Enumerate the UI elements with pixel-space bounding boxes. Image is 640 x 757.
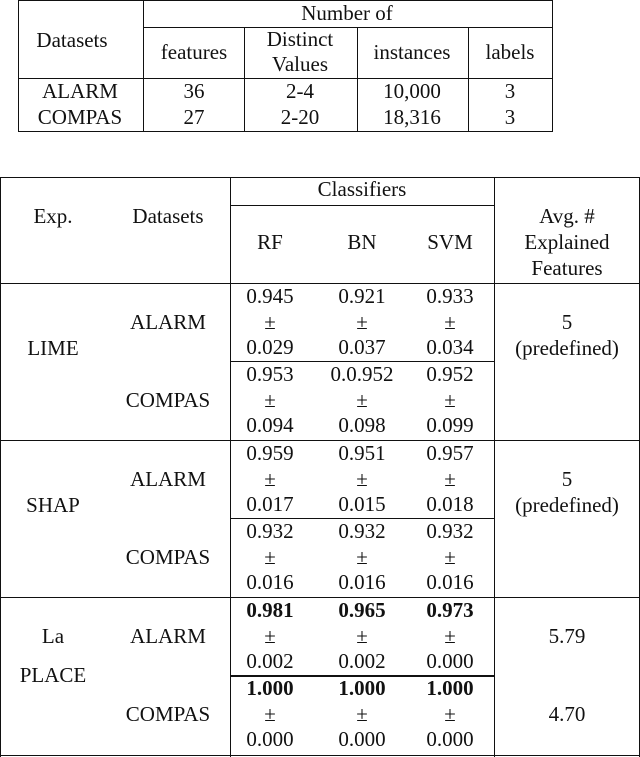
table2-dataset-label: ALARM — [130, 624, 206, 648]
table2-mean-value: 0.951 — [338, 441, 386, 465]
table1-cell-instances: 10,000 — [383, 79, 441, 103]
table1-cell-distinct: 2-20 — [280, 105, 320, 129]
plus-minus-sign: ± — [356, 388, 368, 412]
table2-exp-label: La — [41, 624, 65, 648]
table2-dataset-label: COMPAS — [125, 545, 211, 569]
plus-minus-sign: ± — [444, 545, 456, 569]
table1-cell-features: 27 — [183, 105, 205, 129]
plus-minus-sign: ± — [264, 624, 276, 648]
table2-mean-value: 1.000 — [246, 676, 294, 700]
table1-cell-instances: 18,316 — [383, 105, 441, 129]
table2-avg-features: 4.70 — [548, 702, 586, 726]
table2-std-value: 0.099 — [426, 413, 474, 437]
table2-mean-value: 0.932 — [338, 519, 386, 543]
table1-col-header: instances — [373, 40, 451, 64]
table2-header-classifier: RF — [257, 230, 283, 254]
table2-std-value: 0.098 — [338, 413, 386, 437]
rule — [18, 131, 552, 132]
table2-std-value: 0.000 — [246, 727, 294, 751]
plus-minus-sign: ± — [264, 388, 276, 412]
table2-avg-features: 5 — [561, 310, 573, 334]
table2-std-value: 0.015 — [338, 492, 386, 516]
plus-minus-sign: ± — [444, 624, 456, 648]
table1-header-datasets: Datasets — [36, 28, 108, 52]
table1-cell-labels: 3 — [504, 79, 516, 103]
table2-header-datasets: Datasets — [132, 204, 204, 228]
table2-std-value: 0.018 — [426, 492, 474, 516]
table1-cell-dataset: COMPAS — [37, 105, 123, 129]
table2-std-value: 0.016 — [426, 570, 474, 594]
plus-minus-sign: ± — [444, 702, 456, 726]
plus-minus-sign: ± — [356, 545, 368, 569]
table2-mean-value: 0.959 — [246, 441, 294, 465]
table1-col-header: labels — [485, 40, 535, 64]
table2-header-avg: Features — [531, 256, 603, 280]
table1-cell-features: 36 — [183, 79, 205, 103]
plus-minus-sign: ± — [444, 467, 456, 491]
table2-header-avg: Explained — [524, 230, 610, 254]
table2-std-value: 0.034 — [426, 335, 474, 359]
table2-dataset-label: ALARM — [130, 310, 206, 334]
table2-mean-value: 0.932 — [246, 519, 294, 543]
plus-minus-sign: ± — [444, 388, 456, 412]
table2-mean-value: 0.945 — [246, 284, 294, 308]
table2-avg-features: (predefined) — [515, 493, 619, 517]
table2-exp-label: SHAP — [26, 493, 80, 517]
plus-minus-sign: ± — [444, 310, 456, 334]
table1-col-header: Distinct — [266, 27, 334, 51]
table2-mean-value: 1.000 — [338, 676, 386, 700]
table2-std-value: 0.002 — [246, 649, 294, 673]
table2-mean-value: 0.921 — [338, 284, 386, 308]
table2-std-value: 0.000 — [426, 649, 474, 673]
table2-std-value: 0.000 — [338, 727, 386, 751]
table2-avg-features: (predefined) — [515, 336, 619, 360]
table2-header-classifier: BN — [347, 230, 377, 254]
table2-mean-value: 1.000 — [426, 676, 474, 700]
plus-minus-sign: ± — [356, 624, 368, 648]
table2-header-classifier: SVM — [427, 230, 473, 254]
table2-mean-value: 0.957 — [426, 441, 474, 465]
table1-cell-labels: 3 — [504, 105, 516, 129]
plus-minus-sign: ± — [356, 702, 368, 726]
plus-minus-sign: ± — [264, 467, 276, 491]
table2-mean-value: 0.933 — [426, 284, 474, 308]
table2-std-value: 0.016 — [338, 570, 386, 594]
plus-minus-sign: ± — [356, 467, 368, 491]
table2-avg-features: 5 — [561, 467, 573, 491]
table2-std-value: 0.002 — [338, 649, 386, 673]
table2-exp-label: PLACE — [19, 663, 87, 687]
table2-dataset-label: COMPAS — [125, 702, 211, 726]
table1-cell-distinct: 2-4 — [286, 79, 314, 103]
table2-std-value: 0.016 — [246, 570, 294, 594]
table2-header-classifiers: Classifiers — [317, 177, 407, 201]
table1-header-number-of: Number of — [301, 1, 393, 25]
table1-col-header: Values — [272, 52, 328, 76]
table2-std-value: 0.000 — [426, 727, 474, 751]
table2-std-value: 0.017 — [246, 492, 294, 516]
table2-mean-value: 0.965 — [338, 598, 386, 622]
table2-std-value: 0.029 — [246, 335, 294, 359]
table2-exp-label: LIME — [27, 336, 79, 360]
table2-mean-value: 0.953 — [246, 362, 294, 386]
table2-header-exp: Exp. — [33, 204, 73, 228]
table2-dataset-label: ALARM — [130, 467, 206, 491]
table2-mean-value: 0.952 — [426, 362, 474, 386]
table2-std-value: 0.037 — [338, 335, 386, 359]
plus-minus-sign: ± — [264, 310, 276, 334]
table2-header-avg: Avg. # — [539, 204, 595, 228]
table2-mean-value: 0.0.952 — [330, 362, 394, 386]
plus-minus-sign: ± — [264, 545, 276, 569]
table2-mean-value: 0.932 — [426, 519, 474, 543]
plus-minus-sign: ± — [264, 702, 276, 726]
table2-dataset-label: COMPAS — [125, 388, 211, 412]
table2-avg-features: 5.79 — [548, 624, 586, 648]
table1-col-header: features — [160, 40, 228, 64]
table2-std-value: 0.094 — [246, 413, 294, 437]
table1-cell-dataset: ALARM — [42, 79, 118, 103]
plus-minus-sign: ± — [356, 310, 368, 334]
table2-mean-value: 0.981 — [246, 598, 294, 622]
rule — [0, 755, 639, 756]
table2-mean-value: 0.973 — [426, 598, 474, 622]
